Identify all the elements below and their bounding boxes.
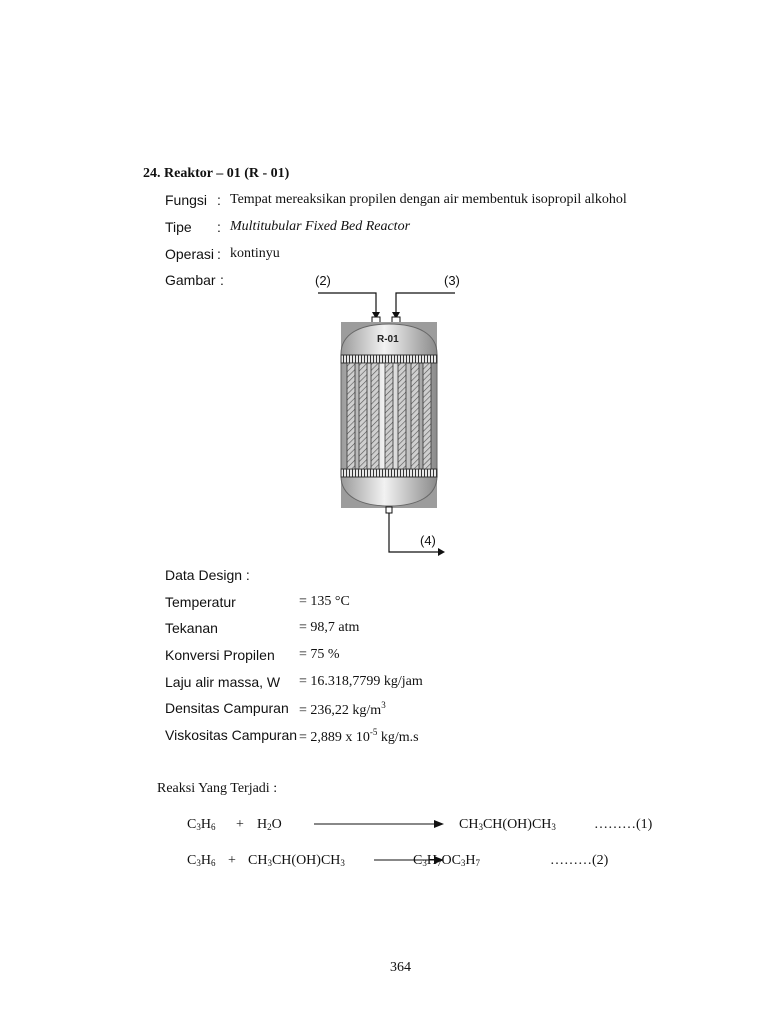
stream-label-3: (3) (444, 273, 460, 288)
page-number: 364 (390, 960, 411, 975)
stream-label-2: (2) (315, 273, 331, 288)
section-number: 24. (143, 166, 161, 181)
info-operasi-label: Operasi (165, 246, 215, 262)
design-label: Temperatur (165, 594, 236, 610)
reaction-2-reactant-a: $C_3H_6$ (187, 853, 216, 868)
reactions-heading: Reaksi Yang Terjadi : (157, 781, 278, 796)
design-label: Densitas Campuran (165, 700, 289, 716)
design-value: = 16.318,7799 kg/jam (299, 674, 423, 689)
info-tipe-label: Tipe (165, 219, 192, 235)
arrow-right-icon (438, 548, 445, 556)
reaction-2-reactant-b: $CH_3CH(OH)CH_3$ (248, 853, 345, 868)
design-label: Tekanan (165, 620, 218, 636)
design-label: Konversi Propilen (165, 647, 275, 663)
top-tube-sheet (341, 355, 437, 363)
info-operasi-sep: : (217, 246, 221, 262)
info-gambar-sep: : (220, 272, 224, 288)
design-value: = 75 % (299, 647, 340, 662)
inlet-line-3 (396, 293, 455, 314)
stream-label-4: (4) (420, 533, 436, 548)
reaction-2-number: ………(2) (550, 853, 609, 868)
design-value: = 135 °C (299, 594, 350, 609)
design-label: Viskositas Campuran (165, 727, 298, 743)
bottom-tube-sheet (341, 469, 437, 477)
tube-bundle (347, 363, 431, 469)
design-value: = 98,7 atm (299, 620, 360, 635)
reaction-1-plus: + (236, 817, 244, 832)
info-fungsi-value: Tempat mereaksikan propilen dengan air membentuk isopropil alkohol (230, 192, 627, 207)
reaction-1-reactant-a: $C_3H_6$ (187, 817, 216, 832)
reaction-1-reactant-b: $H_2O$ (257, 817, 282, 832)
design-label: Laju alir massa, W (165, 674, 281, 690)
reactor-label: R-01 (377, 334, 399, 345)
info-fungsi-sep: : (217, 192, 221, 208)
design-heading: Data Design : (165, 567, 250, 583)
info-tipe-sep: : (217, 219, 221, 235)
reaction-1-product: $CH_3CH(OH)CH_3$ (459, 817, 556, 832)
reaction-1-arrow-icon (312, 818, 446, 830)
info-fungsi-label: Fungsi (165, 192, 208, 208)
info-tipe-value: Multitubular Fixed Bed Reactor (230, 219, 411, 234)
info-operasi-value: kontinyu (230, 246, 280, 261)
info-gambar-label: Gambar (165, 272, 216, 288)
reaction-2-product: $C_3H_7OC_3H_7$ (413, 853, 481, 868)
design-value: = 236,22 $kg/m^3$ (299, 700, 386, 718)
reaction-2-plus: + (228, 853, 236, 868)
outlet-nozzle (386, 507, 392, 513)
inlet-line-2 (318, 293, 376, 314)
section-title: Reaktor – 01 (R - 01) (164, 166, 290, 181)
reaction-1-number: ………(1) (594, 817, 653, 832)
design-value: = 2,889 x $10^{-5}$ kg/m.s (299, 727, 419, 745)
